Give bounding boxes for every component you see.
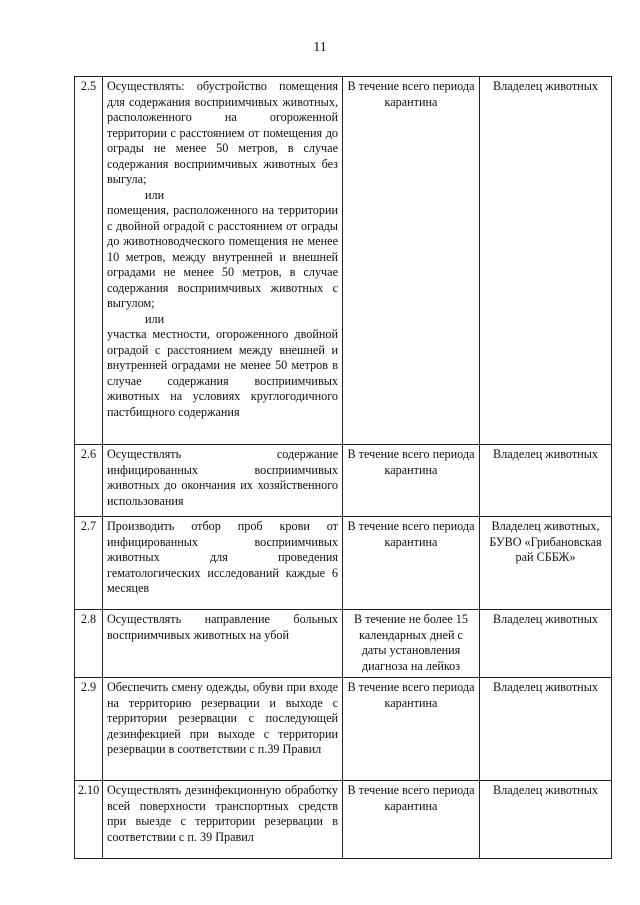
measure-description xyxy=(103,678,343,781)
measure-deadline: В течение всего периода карантина xyxy=(343,781,480,859)
measure-paragraph: Обеспечить смену одежды, обуви при входе на территорию резервации и выходе с территории резервации с последующей дезинфекцией при выходе с территории резервации в соответствии с п.39 Правил xyxy=(107,680,338,756)
measure-deadline: В течение всего периода карантина xyxy=(343,678,480,781)
page-number: 11 xyxy=(313,40,327,55)
measure-responsible: Владелец животных xyxy=(480,781,612,859)
measure-responsible: Владелец животных xyxy=(480,678,612,781)
measures-table xyxy=(74,76,612,859)
row-number: 2.7 xyxy=(75,517,103,610)
row-number: 2.8 xyxy=(75,610,103,678)
measure-deadline: В течение не более 15 календарных дней с даты установления диагноза на лейкоз xyxy=(343,610,480,678)
measure-deadline: В течение всего периода карантина xyxy=(343,77,480,445)
table-row xyxy=(75,77,612,445)
row-number: 2.10 xyxy=(75,781,103,859)
row-number: 2.9 xyxy=(75,678,103,781)
measure-description xyxy=(103,517,343,610)
row-number: 2.6 xyxy=(75,445,103,517)
measure-responsible: Владелец животных xyxy=(480,445,612,517)
measure-or: или xyxy=(145,187,165,202)
measure-paragraph: помещения, расположенного на территории с двойной оградой с расстоянием от ограды до животноводческого помещения не менее 10 метров, между внутренней и внешней оградами не менее 50 метров, в случае содержания восприимчивых животных с выгулом; xyxy=(107,203,338,310)
table-row xyxy=(75,517,612,610)
measure-deadline: В течение всего периода карантина xyxy=(343,517,480,610)
measure-description xyxy=(103,781,343,859)
table-row xyxy=(75,678,612,781)
measure-paragraph: Производить отбор проб крови от инфицированных восприимчивых животных для проведения гематологических исследований каждые 6 месяцев xyxy=(107,519,338,595)
measure-responsible: Владелец животных xyxy=(480,77,612,445)
measure-paragraph: Осуществлять дезинфекционную обработку всей поверхности транспортных средств при выезде с территории резервации в соответствии с п. 39 Правил xyxy=(107,783,338,844)
measure-description xyxy=(103,445,343,517)
table-row xyxy=(75,781,612,859)
measure-paragraph: Осуществлять: обустройство помещения для содержания восприимчивых животных, расположенного на огороженной территории с расстоянием от помещения до ограды не менее 50 метров, в случае содержания восприимчивых животных без выгула; xyxy=(107,79,338,186)
measure-paragraph: Осуществлять направление больных восприимчивых животных на убой xyxy=(107,612,338,642)
measure-or: или xyxy=(145,311,165,326)
measure-responsible: Владелец животных xyxy=(480,610,612,678)
measure-paragraph: Осуществлять содержание инфицированных восприимчивых животных до окончания их хозяйственного использования xyxy=(107,447,338,508)
row-number: 2.5 xyxy=(75,77,103,445)
table-row xyxy=(75,610,612,678)
measure-deadline: В течение всего периода карантина xyxy=(343,445,480,517)
measure-paragraph: участка местности, огороженного двойной оградой с расстоянием между внешней и внутренней оградами не менее 50 метров в случае содержания восприимчивых животных на условиях круглогодичного пастбищного содержания xyxy=(107,327,338,419)
measure-responsible: Владелец животных, БУВО «Грибановская рай СББЖ» xyxy=(480,517,612,610)
measure-description xyxy=(103,77,343,445)
measure-description xyxy=(103,610,343,678)
table-row xyxy=(75,445,612,517)
